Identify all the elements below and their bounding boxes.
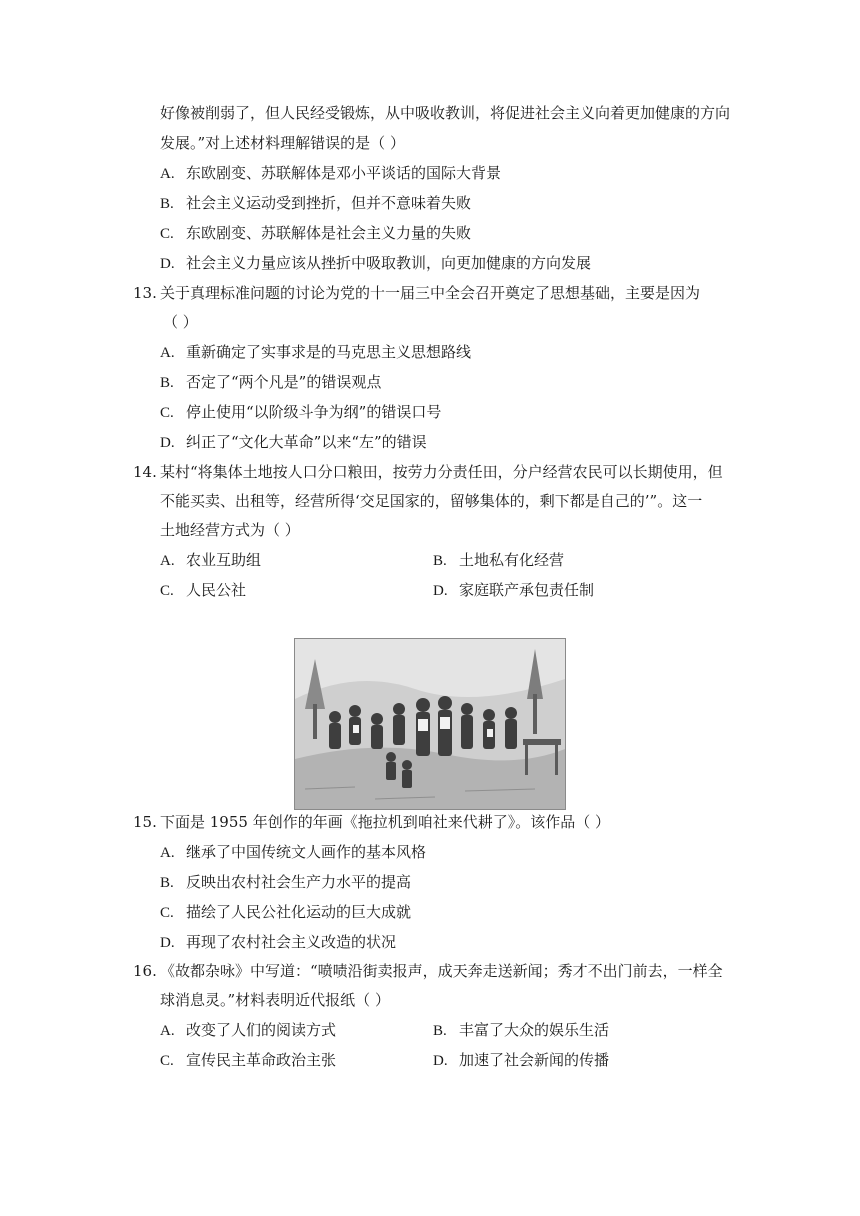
- q13-stem-line-1: 关于真理标准问题的讨论为党的十一届三中全会召开奠定了思想基础，主要是因为: [160, 284, 701, 302]
- q16-number: 16.: [133, 962, 157, 980]
- q16-option-c: [160, 1050, 336, 1071]
- q16-option-a: [160, 1020, 336, 1041]
- q14-option-c: [160, 580, 246, 601]
- q13-option-d: [160, 432, 427, 453]
- option-key: B.: [160, 375, 174, 391]
- option-key: D.: [160, 256, 175, 272]
- q14-stem-line-2: 不能买卖、出租等，经营所得‘交足国家的，留够集体的，剩下都是自己的’”。这一: [160, 492, 703, 510]
- option-text: 否定了“两个凡是”的错误观点: [186, 373, 382, 391]
- q15-number: 15.: [133, 813, 157, 831]
- q15-option-d: [160, 932, 396, 953]
- q13-option-b: [160, 372, 381, 393]
- option-key: A.: [160, 845, 175, 861]
- option-text: 家庭联产承包责任制: [459, 581, 595, 599]
- option-text: 加速了社会新闻的传播: [459, 1051, 610, 1069]
- option-key: C.: [160, 1053, 174, 1069]
- option-text: 东欧剧变、苏联解体是邓小平谈话的国际大背景: [186, 164, 502, 182]
- q13-number: 13.: [133, 284, 157, 302]
- q16-stem-line-1: 《故都杂咏》中写道：“喷啧沿街卖报声，成天奔走送新闻；秀才不出门前去，一样全: [160, 962, 723, 980]
- option-text: 再现了农村社会主义改造的状况: [186, 933, 397, 951]
- option-text: 继承了中国传统文人画作的基本风格: [186, 843, 427, 861]
- option-key: D.: [433, 1053, 448, 1069]
- option-text: 人民公社: [186, 581, 247, 599]
- q14-option-b: [433, 550, 564, 571]
- q15-option-a: [160, 842, 426, 863]
- option-text: 纠正了“文化大革命”以来“左”的错误: [186, 433, 427, 451]
- q12-option-c: [160, 223, 471, 244]
- q13-option-a: [160, 342, 471, 363]
- option-text: 改变了人们的阅读方式: [186, 1021, 337, 1039]
- q12-option-b: [160, 193, 471, 214]
- q14-option-a: [160, 550, 261, 571]
- option-key: A.: [160, 166, 175, 182]
- option-key: B.: [160, 196, 174, 212]
- q13-stem-line-2: （ ）: [163, 313, 198, 331]
- option-key: D.: [160, 435, 175, 451]
- painting-illustration: [295, 639, 565, 809]
- option-text: 停止使用“以阶级斗争为纲”的错误口号: [186, 403, 442, 421]
- option-key: D.: [433, 583, 448, 599]
- option-text: 重新确定了实事求是的马克思主义思想路线: [186, 343, 472, 361]
- q12-stem-line-2: 发展。”对上述材料理解错误的是（ ）: [160, 134, 405, 152]
- q16-option-b: [433, 1020, 609, 1041]
- option-text: 宣传民主革命政治主张: [186, 1051, 337, 1069]
- q12-option-d: [160, 253, 591, 274]
- option-key: B.: [160, 875, 174, 891]
- option-key: C.: [160, 226, 174, 242]
- option-text: 反映出农村社会生产力水平的提高: [186, 873, 412, 891]
- q14-stem-line-3: 土地经营方式为（ ）: [160, 521, 300, 539]
- q12-stem-line-1: 好像被削弱了，但人民经受锻炼，从中吸收教训，将促进社会主义向着更加健康的方向: [160, 104, 731, 122]
- option-key: C.: [160, 405, 174, 421]
- option-key: A.: [160, 553, 175, 569]
- q15-option-b: [160, 872, 411, 893]
- option-text: 丰富了大众的娱乐生活: [459, 1021, 610, 1039]
- q15-stem-line-1: 下面是 1955 年创作的年画《拖拉机到咱社来代耕了》。该作品（ ）: [160, 813, 610, 831]
- option-text: 土地私有化经营: [459, 551, 565, 569]
- option-key: B.: [433, 1023, 447, 1039]
- option-text: 描绘了人民公社化运动的巨大成就: [186, 903, 412, 921]
- q12-option-a: [160, 163, 501, 184]
- option-text: 社会主义力量应该从挫折中吸取教训，向更加健康的方向发展: [186, 254, 592, 272]
- option-text: 农业互助组: [186, 551, 262, 569]
- option-key: C.: [160, 583, 174, 599]
- q14-number: 14.: [133, 463, 157, 481]
- option-key: D.: [160, 935, 175, 951]
- new-year-painting-figure: [294, 638, 566, 810]
- q14-stem-line-1: 某村“将集体土地按人口分口粮田，按劳力分责任田，分户经营农民可以长期使用，但: [160, 463, 723, 481]
- option-key: C.: [160, 905, 174, 921]
- q14-option-d: [433, 580, 594, 601]
- option-text: 东欧剧变、苏联解体是社会主义力量的失败: [186, 224, 472, 242]
- option-key: A.: [160, 345, 175, 361]
- q15-option-c: [160, 902, 411, 923]
- option-key: A.: [160, 1023, 175, 1039]
- q16-stem-line-2: 球消息灵。”材料表明近代报纸（ ）: [160, 991, 390, 1009]
- option-key: B.: [433, 553, 447, 569]
- q13-option-c: [160, 402, 441, 423]
- option-text: 社会主义运动受到挫折，但并不意味着失败: [186, 194, 472, 212]
- q16-option-d: [433, 1050, 609, 1071]
